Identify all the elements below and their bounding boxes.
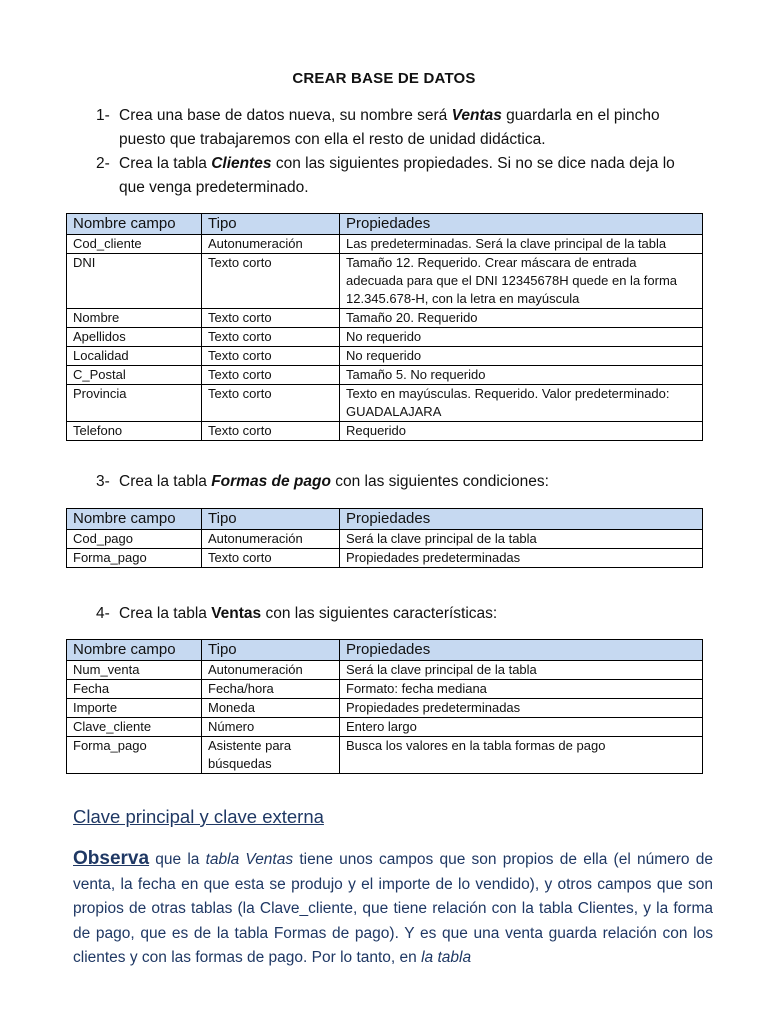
cell-campo: Fecha [67, 680, 202, 699]
cell-tipo: Texto corto [202, 328, 340, 347]
table-row [67, 699, 703, 718]
header-nombre-campo: Nombre campo [67, 509, 202, 530]
cell-campo: Nombre [67, 309, 202, 328]
table-row [67, 530, 703, 549]
cell-tipo: Texto corto [202, 309, 340, 328]
header-tipo: Tipo [202, 640, 340, 661]
item-text: Crea la tabla Ventas con las siguientes características: [119, 605, 498, 622]
header-tipo: Tipo [202, 214, 340, 235]
item-number: 4- [96, 605, 110, 622]
cell-tipo: Asistente para búsquedas [202, 737, 340, 774]
ventas-table [66, 639, 703, 774]
cell-prop: Las predeterminadas. Será la clave principal de la tabla [340, 235, 703, 254]
cell-prop: Tamaño 5. No requerido [340, 366, 703, 385]
cell-prop: Texto en mayúsculas. Requerido. Valor predeterminado: GUADALAJARA [340, 385, 703, 422]
table-row [67, 661, 703, 680]
table-row [67, 385, 703, 422]
cell-tipo: Texto corto [202, 549, 340, 568]
header-nombre-campo: Nombre campo [67, 214, 202, 235]
item-text: Crea la tabla Formas de pago con las siguientes condiciones: [119, 473, 549, 490]
table-row [67, 309, 703, 328]
cell-tipo: Texto corto [202, 422, 340, 441]
cell-tipo: Texto corto [202, 254, 340, 309]
cell-tipo: Fecha/hora [202, 680, 340, 699]
cell-prop: Será la clave principal de la tabla [340, 530, 703, 549]
cell-campo: Cod_cliente [67, 235, 202, 254]
formas-pago-table [66, 508, 703, 568]
cell-campo: Num_venta [67, 661, 202, 680]
cell-prop: No requerido [340, 328, 703, 347]
cell-tipo: Autonumeración [202, 530, 340, 549]
cell-campo: Forma_pago [67, 737, 202, 774]
cell-prop: Propiedades predeterminadas [340, 549, 703, 568]
cell-prop: Formato: fecha mediana [340, 680, 703, 699]
cell-tipo: Texto corto [202, 366, 340, 385]
cell-campo: Clave_cliente [67, 718, 202, 737]
cell-tipo: Número [202, 718, 340, 737]
table-row [67, 235, 703, 254]
cell-campo: Telefono [67, 422, 202, 441]
cell-tipo: Texto corto [202, 347, 340, 366]
cell-prop: Será la clave principal de la tabla [340, 661, 703, 680]
cell-campo: Provincia [67, 385, 202, 422]
table-row [67, 549, 703, 568]
page-title: CREAR BASE DE DATOS [292, 70, 476, 87]
cell-campo: Importe [67, 699, 202, 718]
cell-campo: Cod_pago [67, 530, 202, 549]
cell-campo: Apellidos [67, 328, 202, 347]
table-row [67, 737, 703, 774]
cell-prop: Tamaño 20. Requerido [340, 309, 703, 328]
table-row [67, 422, 703, 441]
section-heading: Clave principal y clave externa [73, 806, 324, 827]
cell-campo: Localidad [67, 347, 202, 366]
body-paragraph: Observa que la tabla Ventas tiene unos campos que son propios de ella (el número de venta, la fecha en que esta se produjo y el importe de lo vendido), y otros campos que son propios de otras tablas (la Clave_cliente, que tiene relación con la tabla Clientes, y la forma de pago, que es de la tabla Formas de pago). Y es que una venta guarda relación con los clientes y con las formas de pago. Por lo tanto, en la tabla [73, 848, 713, 966]
table-header-row [67, 509, 703, 530]
item-text: Crea la tabla Clientes con las siguientes propiedades. Si no se dice nada deja lo [119, 155, 675, 172]
cell-tipo: Autonumeración [202, 235, 340, 254]
header-propiedades: Propiedades [340, 640, 703, 661]
item-number: 1- [96, 107, 110, 124]
clientes-table [66, 213, 703, 441]
cell-tipo: Moneda [202, 699, 340, 718]
item-number: 2- [96, 155, 110, 172]
table-row [67, 254, 703, 309]
table-row [67, 718, 703, 737]
cell-prop: No requerido [340, 347, 703, 366]
item-text: Crea una base de datos nueva, su nombre será Ventas guardarla en el pincho [119, 107, 660, 124]
cell-campo: C_Postal [67, 366, 202, 385]
table-row [67, 366, 703, 385]
cell-prop: Requerido [340, 422, 703, 441]
header-nombre-campo: Nombre campo [67, 640, 202, 661]
table-row [67, 347, 703, 366]
table-row [67, 680, 703, 699]
cell-prop: Entero largo [340, 718, 703, 737]
header-propiedades: Propiedades [340, 509, 703, 530]
cell-campo: DNI [67, 254, 202, 309]
item-text-line2: puesto que trabajaremos con ella el resto de unidad didáctica. [119, 131, 546, 148]
cell-prop: Busca los valores en la tabla formas de pago [340, 737, 703, 774]
table-header-row [67, 640, 703, 661]
table-header-row [67, 214, 703, 235]
item-number: 3- [96, 473, 110, 490]
cell-prop: Tamaño 12. Requerido. Crear máscara de entrada adecuada para que el DNI 12345678H quede en la forma 12.345.678-H, con la letra en mayúscula [340, 254, 703, 309]
cell-campo: Forma_pago [67, 549, 202, 568]
cell-tipo: Autonumeración [202, 661, 340, 680]
cell-prop: Propiedades predeterminadas [340, 699, 703, 718]
table-row [67, 328, 703, 347]
header-tipo: Tipo [202, 509, 340, 530]
lead-word: Observa [73, 848, 150, 869]
item-text-line2: que venga predeterminado. [119, 179, 309, 196]
header-propiedades: Propiedades [340, 214, 703, 235]
cell-tipo: Texto corto [202, 385, 340, 422]
